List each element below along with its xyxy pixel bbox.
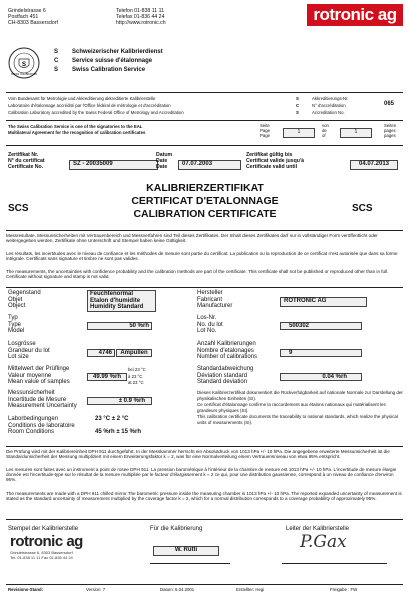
web-line: http://www.rotronic.ch bbox=[116, 20, 166, 26]
service-letters bbox=[54, 48, 58, 75]
date-label: Date bbox=[156, 158, 168, 164]
title-line: KALIBRIERZERTIFIKAT bbox=[146, 182, 264, 194]
revision-author: Erstellter: Hegi bbox=[236, 587, 265, 592]
intro-paragraph-en: The measurements, the uncertainties with confidence probability and the calibration methods are part of the certificate. This certificate shall not be published or reproduced other than in full. Certificate without signature and stamp is not valid. bbox=[6, 269, 389, 280]
room-conditions-labels bbox=[8, 416, 75, 436]
std-dev-label: Standard deviation bbox=[197, 379, 248, 385]
uncertainty-label: Measurement Uncertainty bbox=[8, 403, 77, 409]
traceability-text bbox=[197, 390, 403, 426]
service-letter: C bbox=[54, 58, 59, 64]
certificate-no-labels bbox=[8, 152, 45, 170]
uncertainty-label: Incertitude de Mesure bbox=[8, 396, 67, 403]
model-label: Typ bbox=[8, 315, 18, 321]
divider bbox=[6, 92, 403, 93]
accreditation-letter: S bbox=[296, 110, 299, 115]
accreditation-text bbox=[8, 95, 184, 116]
object-labels bbox=[8, 290, 41, 310]
mean-value-label: Mittelwert der Prüflinge bbox=[8, 366, 70, 372]
manufacturer-value: ROTRONIC AG bbox=[280, 297, 367, 307]
signature-line bbox=[282, 563, 387, 564]
std-dev-label: Standardabweichung bbox=[197, 366, 254, 372]
calibrations-labels bbox=[197, 341, 257, 361]
company-stamp bbox=[10, 534, 102, 566]
service-name: Service suisse d'étalonnage bbox=[72, 58, 153, 64]
uncertainty-label: Messunsicherheit bbox=[8, 390, 55, 396]
date-labels bbox=[156, 152, 172, 170]
service-name: Swiss Calibration Service bbox=[72, 67, 146, 73]
model-label: Model bbox=[8, 328, 25, 334]
of-labels bbox=[322, 123, 329, 138]
address-line: Postfach 451 bbox=[8, 14, 39, 20]
uncertainty-labels bbox=[8, 390, 77, 410]
std-dev-value: 0.04 %rh bbox=[280, 373, 362, 381]
mean-value-labels bbox=[8, 366, 70, 386]
divider bbox=[6, 287, 403, 288]
mean-value-label: Valeur moyenne bbox=[8, 372, 52, 379]
revision-version: Version: 7 bbox=[86, 587, 106, 592]
std-dev-labels bbox=[197, 366, 253, 386]
room-temperature: 23 °C ± 2 °C bbox=[95, 416, 129, 422]
room-humidity: 45 %rh ± 15 %rh bbox=[95, 429, 141, 435]
title-line: CERTIFICAT D'ETALONNAGE bbox=[131, 195, 279, 207]
room-conditions-label: Conditions de laboratoire bbox=[8, 422, 75, 429]
manufacturer-label: Fabricant bbox=[197, 296, 223, 303]
page-label: Page bbox=[260, 133, 271, 138]
certificate-no-label: Certificate No. bbox=[8, 164, 44, 170]
object-label: Object bbox=[8, 303, 26, 309]
lot-no-labels bbox=[197, 315, 223, 335]
accreditation-label: Akkreditierungs-Nr. bbox=[312, 96, 349, 101]
room-conditions-label: Room Conditions bbox=[8, 429, 55, 435]
stamp-phone: Tel. 01-838 11 11 Fax 01-836 44 24 bbox=[10, 555, 73, 560]
calibrations-value: 9 bbox=[280, 349, 362, 357]
mean-value: 49.99 %rh bbox=[87, 373, 127, 381]
accreditation-labels bbox=[312, 95, 349, 116]
divider bbox=[6, 145, 403, 146]
head-of-lab-label: Leiter der Kalibrierstelle bbox=[286, 526, 350, 532]
page-number: 1 bbox=[283, 128, 315, 138]
date-label: Datum bbox=[156, 152, 173, 158]
eal-line: Multilateral Agreement for the recognition of calibration certificates bbox=[8, 130, 146, 135]
lot-no-label: Los-Nr. bbox=[197, 315, 217, 321]
object-value-box bbox=[87, 290, 156, 312]
certificate-date: 07.07.2003 bbox=[178, 160, 241, 170]
model-label: Type bbox=[8, 321, 22, 328]
object-label: Gegenstand bbox=[8, 290, 41, 296]
revision-date: Datum: 6.04.2001 bbox=[160, 587, 195, 592]
pages-label: Seiten bbox=[384, 123, 397, 128]
model-labels bbox=[8, 315, 24, 335]
scs-left: SCS bbox=[8, 203, 29, 214]
seal-text: SWISS CALIBRATION bbox=[10, 73, 38, 76]
valid-until-labels bbox=[246, 152, 304, 170]
certificate-number: SZ - 20035009 bbox=[69, 160, 158, 170]
calibrations-label: Anzahl Kalibrierungen bbox=[197, 341, 256, 347]
rotronic-logo: rotronic ag bbox=[307, 4, 403, 26]
calibration-by-label: Für die Kalibrierung bbox=[150, 526, 203, 532]
object-label: Objet bbox=[8, 296, 23, 303]
manufacturer-labels bbox=[197, 290, 232, 310]
lot-no-label: Lot No. bbox=[197, 328, 217, 334]
temperature-label: at 23 °C bbox=[128, 380, 144, 385]
accreditation-number: 065 bbox=[384, 101, 395, 107]
revision-status-label: Revisions-Stand: bbox=[8, 587, 44, 592]
lot-size-label: Losgrösse bbox=[8, 341, 36, 347]
pages-label: pages bbox=[384, 133, 396, 138]
accreditation-label: N° d'accréditation bbox=[312, 103, 346, 108]
lot-size-label: Grandeur du lot bbox=[8, 347, 50, 354]
intro-paragraph-de: Messresultate, Messunsicherheiten mit Vertrauenbereich und Messverfahren sind Teil dieses Zertifikates. Der Inhalt dieses Zertifikates darf nur in vollständiger Form veröffentlicht oder weitergegeben werden. Zertifikate ohne Unterschrift und Stempel haben keine Gültigkeit. bbox=[6, 233, 378, 244]
divider bbox=[6, 230, 403, 231]
address-line: Grindelstrasse 6 bbox=[8, 8, 46, 14]
valid-until-label: Certificat valide jusqu'à bbox=[246, 158, 305, 164]
revision-release: Freigabe : FW bbox=[330, 587, 358, 592]
of-label: of bbox=[322, 133, 326, 138]
service-names bbox=[72, 48, 163, 75]
traceability-en: This calibration certificate documents the traceability to national standards, which realize the physical units of measurements (SI). bbox=[197, 414, 398, 425]
lot-size-labels bbox=[8, 341, 50, 361]
accreditation-letters bbox=[296, 95, 299, 116]
calibration-by-name: W. Rütti bbox=[153, 546, 219, 556]
std-dev-label: Déviation standard bbox=[197, 372, 248, 379]
page-total: 1 bbox=[340, 128, 372, 138]
svg-text:S: S bbox=[21, 62, 27, 68]
stamp-address: Grindelstrasse 6, 8303 Bassersdorf bbox=[10, 550, 73, 555]
pages-labels bbox=[384, 123, 396, 138]
valid-until-label: Zertifikat gültig bis bbox=[246, 152, 293, 158]
uncertainty-value: ± 0.9 %rh bbox=[87, 397, 152, 405]
model-value: 50 %rh bbox=[87, 322, 152, 330]
valid-until-label: Certificate valid until bbox=[246, 164, 298, 170]
accreditation-label: Accreditation No. bbox=[312, 110, 345, 115]
stamp-label: Stempel der Kalibrierstelle bbox=[8, 526, 79, 532]
divider bbox=[6, 120, 403, 121]
lot-size-label: Lot size bbox=[8, 354, 29, 360]
accreditation-line: Calibration Laboratory accredited by the Swiss Federal Office of Metrology and Accreditation bbox=[8, 110, 184, 115]
mean-value-label: Mean value of samples bbox=[8, 379, 70, 385]
of-label: von bbox=[322, 123, 329, 128]
of-label: de bbox=[322, 128, 327, 133]
temperature-label: à 23 °C bbox=[128, 373, 143, 379]
service-letter: S bbox=[54, 67, 59, 73]
room-conditions-label: Laborbedingungen bbox=[8, 416, 59, 422]
service-letter: S bbox=[54, 49, 59, 55]
manufacturer-label: Manufacturer bbox=[197, 303, 233, 309]
eal-line: The Swiss Calibration Service is one of the signatories to the EAL bbox=[8, 124, 143, 129]
page-label: Seite bbox=[260, 123, 270, 128]
temperature-labels bbox=[128, 367, 146, 387]
traceability-de: Dieses Kalibrierzertifikat dokumentiert die Rückverfolgbarkeit auf nationale Normale zur Darstellung der physikalischen Einheiten (SI). bbox=[197, 390, 403, 401]
scs-right: SCS bbox=[352, 203, 373, 214]
pages-label: pages bbox=[384, 128, 396, 133]
page-labels bbox=[260, 123, 270, 138]
temperature-label: bei 23 °C bbox=[128, 367, 146, 372]
swiss-calibration-seal bbox=[8, 47, 40, 79]
signature-line bbox=[150, 563, 230, 564]
date-label: Date bbox=[156, 164, 168, 170]
object-value: Etalon d'humidite bbox=[90, 297, 141, 304]
divider bbox=[6, 584, 403, 585]
lot-size-unit: Ampullen bbox=[116, 349, 152, 357]
manufacturer-label: Hersteller bbox=[197, 290, 223, 296]
page-label: Page bbox=[260, 128, 271, 133]
company-address bbox=[8, 8, 58, 26]
certificate-no-label: N° du certificat bbox=[8, 158, 45, 164]
phone-line: Telefon 01-838 11 11 bbox=[116, 8, 164, 14]
object-value: Feuchtenormal bbox=[90, 291, 134, 297]
lot-size-value: 4746 bbox=[87, 349, 115, 357]
stamp-logo: rotronic ag bbox=[10, 533, 83, 550]
valid-until-date: 04.07.2013 bbox=[350, 160, 398, 170]
head-signature: P.Gax bbox=[300, 532, 347, 552]
object-value: Humidity Standard bbox=[90, 304, 144, 310]
title-line: CALIBRATION CERTIFICATE bbox=[133, 208, 277, 220]
accreditation-letter: S bbox=[296, 96, 299, 101]
lot-no-value: 500302 bbox=[280, 322, 362, 330]
accreditation-letter: C bbox=[296, 103, 300, 108]
divider bbox=[6, 446, 403, 447]
certificate-title bbox=[60, 182, 350, 221]
traceability-fr: Ce certificat d'étalonnage confirme la raccordement aux étalons nationaux qui matérialisent les grandeurs physiques (SI). bbox=[197, 402, 386, 413]
calibrations-label: Number of calibrations bbox=[197, 354, 258, 360]
method-paragraph-en: The measurements are made with a DPH 911 chilled mirror.The barometric pressure inside the measuring chamber is 1013 hPa +/- 10 hPa. The reported expanded uncertainty of measurement is stated as the standard uncertainty of measurement multiplied by the coverage factor k = 2, which for a normal distribution corresponds to a coverage probability of approximately 95%. bbox=[6, 491, 402, 502]
accreditation-line: Laboratoire d'étalonnage accrédité par l'Office fédéral de métrologie et d'accréditation bbox=[8, 103, 171, 108]
lot-no-label: No. du lot bbox=[197, 321, 223, 328]
divider bbox=[6, 519, 403, 520]
company-phone bbox=[116, 8, 166, 26]
method-paragraph-de: Die Prüfung wird mit der Kalibriereinheit DPH 911 durchgeführt. In der Messkammer herrscht ein Absolutdruck von 1013 hPa +/- 10 hPa. Die angegebene erweiterte Messunsicherheit ist die Standardunsicherheit der Messung multipliziert mit einem Erweiterungsfaktor k = 2, was für eine Normalverteilung einem Vertrauensniveau von etwa 95% entspricht. bbox=[6, 449, 390, 460]
certificate-no-label: Zertifikat Nr. bbox=[8, 152, 39, 158]
method-paragraph-fr: Les mesures sont faites avec un instrument a point de rosee DPH 911. La pression barométrique à l'intérieur de la chambre de mesure est 1013 hPa +/- 10 hPa. L'incertitude de mesure élargie donnée est l'incertitude-type sur le résultat de la mesure multipliée par le facteur d'élargissement k = 2 ce qui, pour une distribution gaussienne, correspond à un niveau de confiance d'environ 95%. bbox=[6, 467, 397, 483]
calibrations-label: Nombre d'etalonages bbox=[197, 347, 254, 354]
fax-line: Telefax 01-836 44 24 bbox=[116, 14, 165, 20]
address-line: CH-8303 Bassersdorf bbox=[8, 20, 58, 26]
service-name: Schweizerischer Kalibrierdienst bbox=[72, 49, 163, 55]
eal-statement bbox=[8, 124, 145, 136]
accreditation-line: Vom Bundesamt für Metrologie und Akkreditierung akkreditierte Kalibrierstelle bbox=[8, 96, 156, 101]
intro-paragraph-fr: Les résultats, les incertitudes avec le niveau de confiance et les méthodes de mesure sont partie du certificat. La publication ou la reproduction de ce certificat n'est autorisée que dans sa forme intégrale. Certificats sans signature et timbre ne sont pas valides. bbox=[6, 251, 398, 262]
